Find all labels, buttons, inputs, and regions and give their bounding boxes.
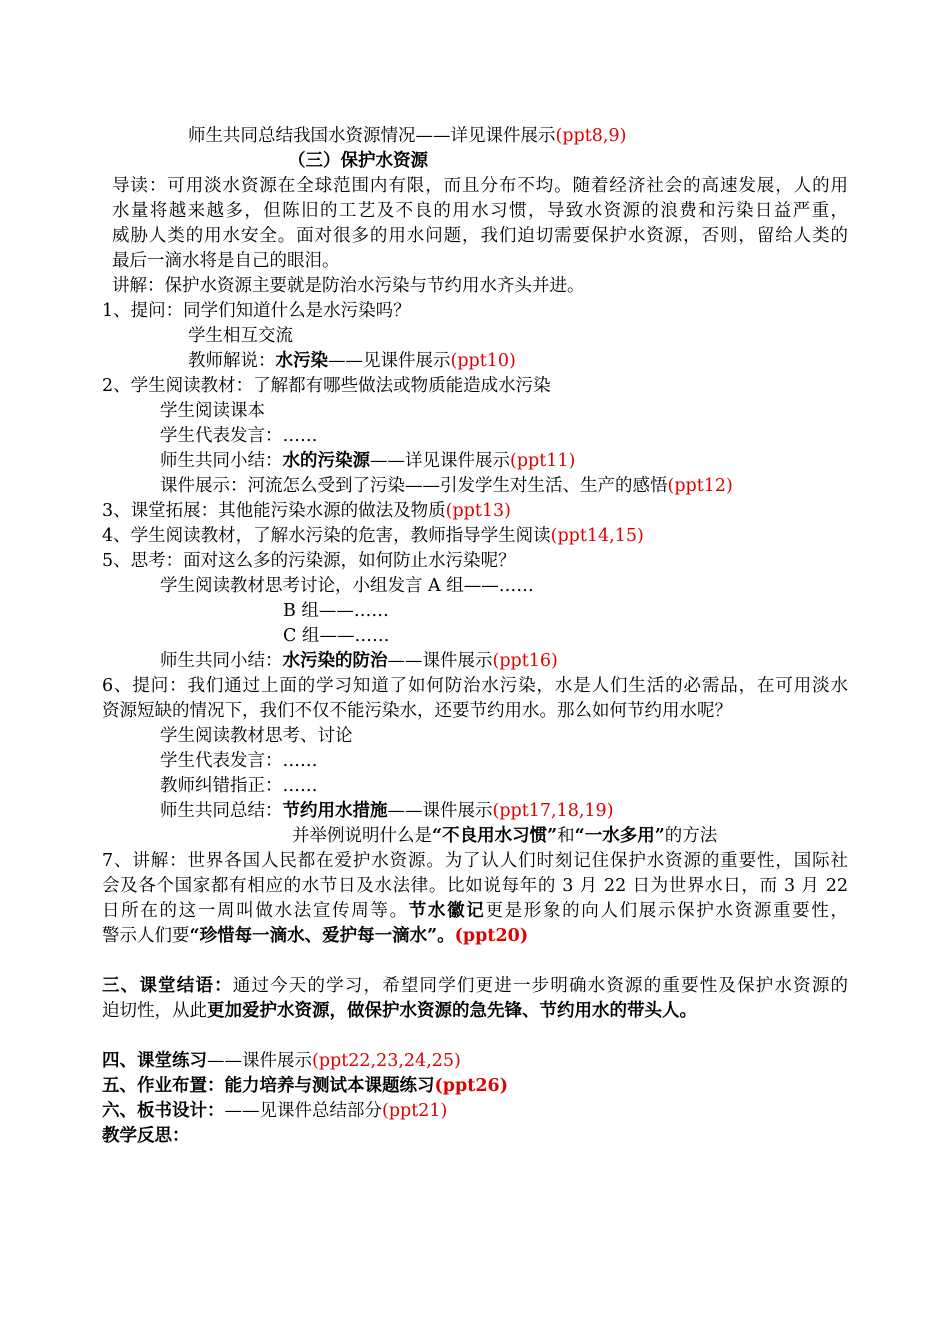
paragraph-text: 通过今天的学习，希望同学们更进一步明确水资源的重要性及保护水资源的 (232, 976, 849, 996)
key-term: “不良用水习惯” (432, 826, 558, 846)
section-text: ——课件展示 (207, 1051, 312, 1071)
question-2: 2、学生阅读教材：了解都有哪些做法或物质能造成水污染 (102, 376, 551, 396)
step-label: 师生共同总结： (160, 801, 283, 821)
key-term: 节约用水措施 (282, 801, 388, 821)
paragraph-text: 更是形象的向人们展示保护水资源重要性， (485, 901, 849, 921)
section-heading: （三）保护水资源 (288, 151, 428, 171)
question-6-step-b: 学生代表发言：…… (160, 751, 318, 771)
key-term: 节水徽记 (408, 901, 486, 921)
question-5-group-c: C 组——…… (283, 626, 390, 646)
section-label: 四、课堂练习 (102, 1051, 207, 1071)
question-6-step-e (292, 824, 717, 849)
ppt-reference: (ppt26) (434, 1076, 508, 1096)
intro-line-3: 威胁人类的用水安全。面对很多的用水问题，我们迫切需要保护水资源，否则，留给人类的 (112, 226, 848, 246)
ppt-reference: (ppt20) (454, 926, 529, 946)
ppt-reference: (ppt11) (510, 451, 576, 471)
question-6-step-a: 学生阅读教材思考、讨论 (160, 726, 353, 746)
step-text: 的方法 (664, 826, 718, 846)
key-term: 水污染 (275, 351, 328, 371)
key-term: 更加爱护水资源，做保护水资源的急先锋、节约用水的带头人。 (207, 1001, 697, 1021)
intro-line-1: 导读：可用淡水资源在全球范围内有限，而且分布不均。随着经济社会的高速发展，人的用 (112, 176, 848, 196)
ppt-reference: (ppt14,15) (550, 526, 644, 546)
ppt-reference: (ppt16) (492, 651, 558, 671)
section-label: 三、课堂结语： (102, 976, 233, 996)
key-term: “一水多用” (574, 826, 665, 846)
question-5-step-d (160, 649, 558, 674)
question-2-step-a: 学生阅读课本 (160, 401, 265, 421)
question-5-group-b: B 组——…… (283, 601, 389, 621)
teaching-reflection-label: 教学反思： (102, 1126, 190, 1146)
question-text: 3、课堂拓展：其他能污染水源的做法及物质 (102, 501, 446, 521)
paragraph-text: 迫切性，从此 (102, 1001, 207, 1021)
paragraph-text: 日所在的这一周叫做水法宣传周等。 (102, 901, 409, 921)
question-7-line-1: 7、讲解：世界各国人民都在爱护水资源。为了认人们时刻记住保护水资源的重要性，国际社 (102, 851, 848, 871)
question-2-step-d (160, 474, 733, 499)
intro-line-4: 最后一滴水将是自己的眼泪。 (112, 251, 340, 271)
step-label: 师生共同小结： (160, 451, 283, 471)
step-text: 和 (557, 826, 575, 846)
question-5-step-a: 学生阅读教材思考讨论，小组发言 A 组——…… (160, 576, 534, 596)
ppt-reference: (ppt13) (445, 501, 512, 521)
question-6-step-c: 教师纠错指正：…… (160, 776, 318, 796)
section-3-line-1 (102, 974, 848, 999)
section-5 (102, 1074, 508, 1099)
step-text: ——课件展示 (387, 651, 493, 671)
step-text: ——详见课件展示 (370, 451, 510, 471)
question-7-line-4 (102, 924, 528, 949)
question-5: 5、思考：面对这么多的污染源，如何防止水污染呢？ (102, 551, 516, 571)
question-3 (102, 499, 511, 524)
explain-line: 讲解：保护水资源主要就是防治水污染与节约用水齐头并进。 (112, 276, 585, 296)
step-text: 课件展示：河流怎么受到了污染——引发学生对生活、生产的感悟 (160, 476, 668, 496)
key-term: 水污染的防治 (282, 651, 388, 671)
ppt-reference: (ppt10) (450, 351, 516, 371)
question-6-line-1: 6、提问：我们通过上面的学习知道了如何防治水污染，水是人们生活的必需品，在可用淡水 (102, 676, 848, 696)
section-label: 六、板书设计： (102, 1101, 225, 1121)
section-text: ——见课件总结部分 (224, 1101, 382, 1121)
paragraph-text: 警示人们要 (102, 926, 190, 946)
summary-line (188, 124, 626, 149)
ppt-reference: (ppt12) (667, 476, 733, 496)
question-text: 4、学生阅读教材，了解水污染的危害，教师指导学生阅读 (102, 526, 551, 546)
question-1-step-b (188, 349, 516, 374)
question-2-step-b: 学生代表发言：…… (160, 426, 318, 446)
question-4 (102, 524, 644, 549)
intro-line-2: 水量将越来越多，但陈旧的工艺及不良的用水习惯，导致水资源的浪费和污染日益严重， (112, 201, 848, 221)
question-2-step-c (160, 449, 575, 474)
key-term: 水的污染源 (282, 451, 370, 471)
question-7-line-2: 会及各个国家都有相应的水节日及水法律。比如说每年的 3 月 22 日为世界水日，而 3 月 22 (102, 876, 848, 896)
question-1: 1、提问：同学们知道什么是水污染吗？ (102, 301, 411, 321)
step-label: 师生共同小结： (160, 651, 283, 671)
key-term: “珍惜每一滴水、爱护每一滴水”。 (189, 926, 455, 946)
ppt-reference: (ppt21) (382, 1101, 448, 1121)
step-text: 并举例说明什么是 (292, 826, 432, 846)
ppt-reference: (ppt22,23,24,25) (312, 1051, 461, 1071)
step-label: 教师解说： (188, 351, 276, 371)
step-text: ——见课件展示 (328, 351, 451, 371)
section-4 (102, 1049, 461, 1074)
section-label: 五、作业布置：能力培养与测试本课题练习 (102, 1076, 435, 1096)
summary-text: 师生共同总结我国水资源情况——详见课件展示 (188, 126, 556, 146)
question-6-step-d (160, 799, 614, 824)
question-6-line-2: 资源短缺的情况下，我们不仅不能污染水，还要节约用水。那么如何节约用水呢？ (102, 701, 732, 721)
question-7-line-3 (102, 899, 848, 924)
section-6 (102, 1099, 447, 1124)
step-text: ——课件展示 (387, 801, 493, 821)
ppt-reference: (ppt8,9) (555, 126, 627, 146)
question-1-step-a: 学生相互交流 (188, 326, 293, 346)
ppt-reference: (ppt17,18,19) (492, 801, 614, 821)
section-3-line-2 (102, 999, 697, 1024)
